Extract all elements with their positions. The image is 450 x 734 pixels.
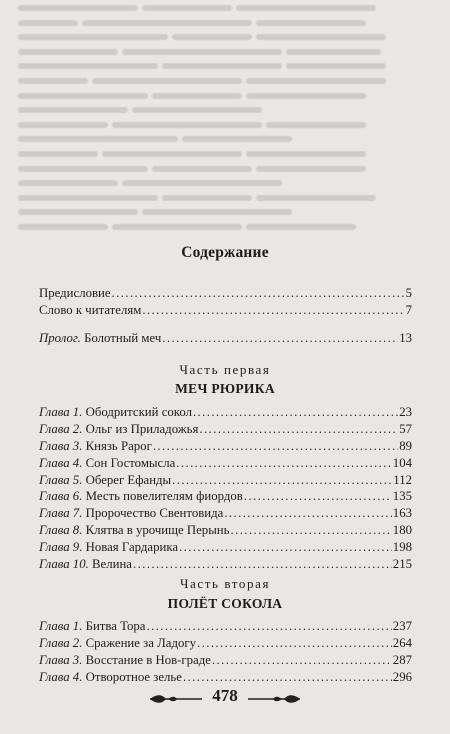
leader-dots xyxy=(183,669,392,686)
leader-dots xyxy=(199,421,398,438)
leader-dots xyxy=(179,539,392,556)
chapter-page: 237 xyxy=(392,619,412,633)
leader-dots xyxy=(133,556,392,573)
chapter-title: Ольг из Приладожья xyxy=(85,421,199,436)
chapter-label: Глава 6. xyxy=(39,489,83,504)
chapter-label: Глава 7. xyxy=(39,506,83,521)
chapter-title: Князь Рарог xyxy=(85,438,152,453)
leader-dots xyxy=(244,488,392,505)
chapter-label: Глава 2. xyxy=(39,421,83,436)
front-matter-list xyxy=(39,285,412,319)
toc-entry-part1-ch10[interactable] xyxy=(39,556,412,573)
prologue-list xyxy=(39,330,412,347)
toc-entry-part1-ch4[interactable] xyxy=(39,455,412,472)
chapter-title: Сон Гостомысла xyxy=(85,455,176,470)
chapter-title: Оберег Ефанды xyxy=(85,472,172,487)
chapter-title: Пророчество Свентовида xyxy=(85,506,224,521)
entry-label: Пролог. xyxy=(39,331,81,345)
leader-dots xyxy=(212,652,392,669)
chapter-page: 104 xyxy=(392,455,412,470)
chapter-page: 89 xyxy=(399,438,412,453)
leader-dots xyxy=(231,522,392,539)
toc-entry-part1-ch9[interactable] xyxy=(39,539,412,556)
chapter-label: Глава 3. xyxy=(39,438,83,453)
page-footer xyxy=(0,686,450,712)
chapter-label: Глава 9. xyxy=(39,540,83,555)
toc-entry-part1-ch1[interactable] xyxy=(39,404,412,421)
leader-dots xyxy=(142,302,404,319)
toc-entry-part2-ch1[interactable] xyxy=(39,618,412,635)
entry-title: Предисловие xyxy=(39,286,111,300)
chapter-page: 112 xyxy=(393,472,412,487)
chapter-page: 264 xyxy=(392,635,412,650)
chapter-label: Глава 4. xyxy=(39,669,83,684)
entry-title: Слово к читателям xyxy=(39,302,142,317)
chapter-page: 163 xyxy=(392,506,412,521)
entry-page: 13 xyxy=(399,331,412,345)
contents-heading: Содержание xyxy=(181,244,269,261)
chapter-page: 57 xyxy=(399,421,412,436)
part2-chapter-list xyxy=(39,618,412,686)
chapter-label: Глава 3. xyxy=(39,652,83,667)
chapter-title: Восстание в Нов-граде xyxy=(85,652,211,667)
toc-entry-part2-ch4[interactable] xyxy=(39,669,412,686)
chapter-title: Ободритский сокол xyxy=(85,405,192,419)
chapter-title: Велина xyxy=(92,557,132,572)
leader-dots xyxy=(176,455,392,472)
chapter-page: 180 xyxy=(392,523,412,538)
chapter-page: 287 xyxy=(392,652,412,667)
toc-entry-part1-ch3[interactable] xyxy=(39,438,412,455)
chapter-label: Глава 1. xyxy=(39,619,83,633)
bleed-through-text xyxy=(18,0,436,240)
toc-entry-part2-ch2[interactable] xyxy=(39,635,412,652)
leader-dots xyxy=(193,404,398,421)
chapter-label: Глава 8. xyxy=(39,523,83,538)
part2-label: Часть вторая xyxy=(179,576,271,591)
chapter-title: Клятва в урочище Перынь xyxy=(85,523,230,538)
leader-dots xyxy=(112,285,405,302)
chapter-label: Глава 10. xyxy=(39,557,89,572)
toc-entry-part1-ch6[interactable] xyxy=(39,488,412,505)
toc-entry-prologue[interactable] xyxy=(39,330,412,347)
leader-dots xyxy=(162,330,398,347)
toc-entry-part1-ch8[interactable] xyxy=(39,522,412,539)
chapter-label: Глава 2. xyxy=(39,635,83,650)
leader-dots xyxy=(172,472,392,489)
toc-entry-preface[interactable] xyxy=(39,285,412,302)
toc-entry-part1-ch2[interactable] xyxy=(39,421,412,438)
part1-title: МЕЧ РЮРИКА xyxy=(175,381,275,396)
entry-page: 7 xyxy=(405,302,412,317)
chapter-title: Сражение за Ладогу xyxy=(85,635,197,650)
entry-page: 5 xyxy=(405,286,412,300)
chapter-page: 135 xyxy=(392,489,412,504)
leader-dots xyxy=(153,438,398,455)
leader-dots xyxy=(146,618,391,635)
chapter-label: Глава 1. xyxy=(39,405,83,419)
toc-entry-part1-ch7[interactable] xyxy=(39,505,412,522)
page-number: 478 xyxy=(212,686,238,705)
part2-title: ПОЛЁТ СОКОЛА xyxy=(167,596,283,611)
chapter-label: Глава 5. xyxy=(39,472,83,487)
part1-label: Часть первая xyxy=(179,362,271,377)
leader-dots xyxy=(224,505,391,522)
chapter-title: Новая Гардарика xyxy=(85,540,179,555)
toc-entry-part1-ch5[interactable] xyxy=(39,472,412,489)
chapter-page: 23 xyxy=(399,405,412,419)
chapter-page: 215 xyxy=(392,557,412,572)
toc-entry-foreword[interactable] xyxy=(39,302,412,319)
chapter-title: Битва Тора xyxy=(85,619,146,633)
chapter-label: Глава 4. xyxy=(39,455,83,470)
chapter-page: 296 xyxy=(392,669,412,684)
leader-dots xyxy=(197,635,392,652)
chapter-title: Отворотное зелье xyxy=(85,669,182,684)
chapter-title: Месть повелителям фиордов xyxy=(85,489,243,504)
right-ornament-icon xyxy=(246,693,302,705)
entry-title: Болотный меч xyxy=(84,331,162,345)
toc-entry-part2-ch3[interactable] xyxy=(39,652,412,669)
part1-chapter-list xyxy=(39,404,412,573)
chapter-page: 198 xyxy=(392,540,412,555)
